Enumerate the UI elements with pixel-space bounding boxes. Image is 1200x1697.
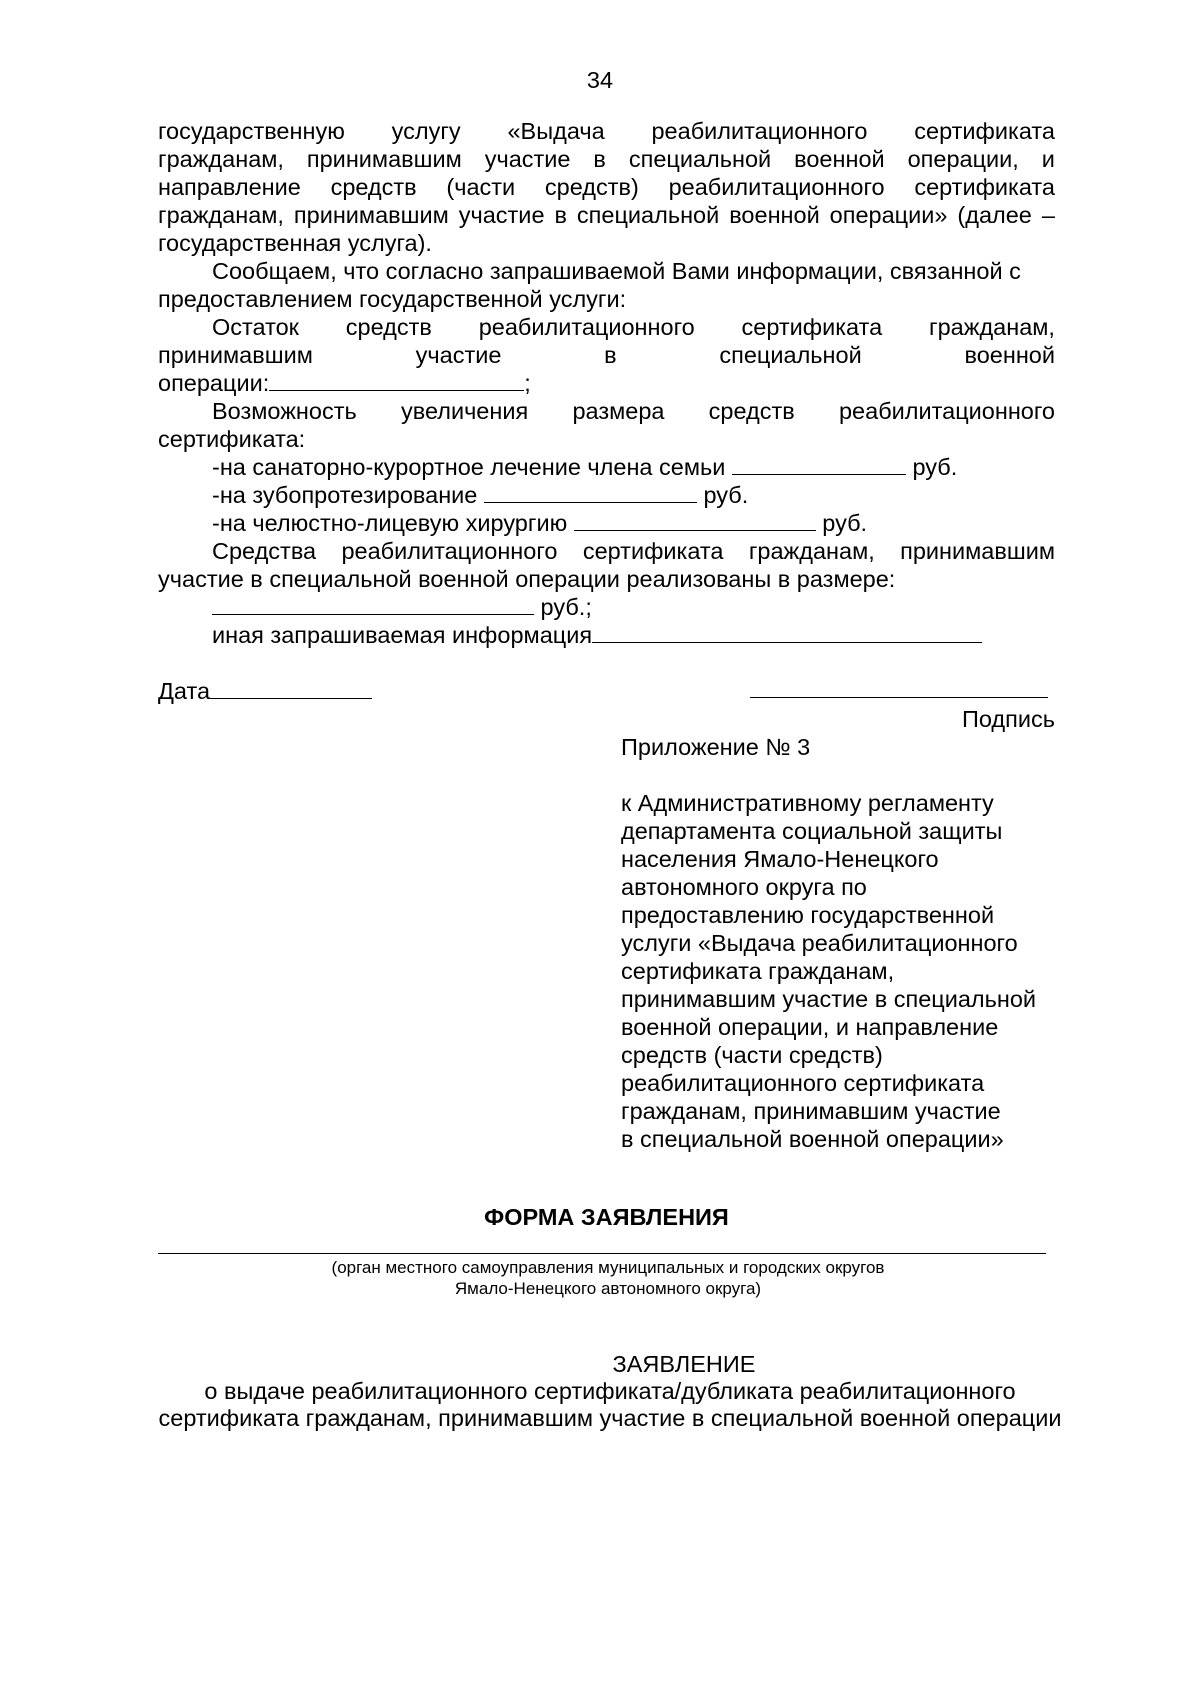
- word: направление: [158, 174, 301, 200]
- word: Остаток: [212, 314, 299, 340]
- remainder-blank: [269, 370, 524, 391]
- word: принимавшим: [900, 538, 1055, 564]
- word: (части: [446, 174, 516, 200]
- other-info-field: [212, 621, 982, 649]
- other-info-blank: [592, 622, 982, 643]
- realized-sum-field: [212, 593, 592, 621]
- word: специальной: [576, 202, 720, 228]
- word: средств: [330, 174, 417, 200]
- word: размера: [572, 398, 665, 424]
- word: Возможность: [212, 398, 357, 424]
- word: «Выдача: [507, 118, 605, 144]
- word: в: [554, 202, 567, 228]
- paragraph-line: сертификата:: [158, 426, 306, 452]
- maxillofacial-blank: [574, 510, 816, 531]
- word: военной: [729, 202, 820, 228]
- sanatorium-field: [212, 453, 957, 481]
- date-field: [158, 677, 372, 705]
- date-label: Дата: [158, 678, 211, 704]
- word: военной: [794, 146, 885, 172]
- statement-subtitle-line: сертификата гражданам, принимавшим участие в специальной военной операции: [158, 1405, 1062, 1431]
- remainder-end: ;: [524, 370, 531, 396]
- signature-label: Подпись: [961, 706, 1055, 732]
- appendix-line: принимавшим участие в специальной: [621, 986, 1037, 1012]
- appendix-line: реабилитационного сертификата: [621, 1070, 985, 1096]
- word: операции,: [907, 146, 1019, 172]
- word: гражданам,: [158, 202, 284, 228]
- word: реабилитационного: [838, 398, 1055, 424]
- appendix-line: автономного округа по: [621, 874, 867, 900]
- word: средств: [345, 314, 432, 340]
- word: принимавшим: [158, 342, 313, 368]
- organ-caption-line: Ямало-Ненецкого автономного округа): [454, 1279, 762, 1298]
- appendix-line: сертификата гражданам,: [621, 958, 895, 984]
- organ-name-line: [158, 1253, 1046, 1254]
- paragraph-line: [212, 537, 1055, 565]
- dental-label: -на зубопротезирование: [212, 482, 478, 508]
- page-number: 34: [586, 67, 614, 93]
- word: специальной: [628, 146, 772, 172]
- paragraph-line: [212, 313, 1055, 341]
- remainder-field: [158, 369, 531, 397]
- appendix-line: гражданам, принимавшим участие: [621, 1098, 1001, 1124]
- paragraph-line: [158, 201, 1055, 229]
- appendix-title: Приложение № 3: [621, 734, 811, 760]
- word: в: [593, 146, 606, 172]
- rub-label: руб.: [822, 510, 868, 536]
- dental-blank: [484, 482, 697, 503]
- word: услугу: [391, 118, 461, 144]
- organ-caption-line: (орган местного самоуправления муниципальных и городских округов: [331, 1258, 885, 1277]
- maxillofacial-field: [212, 509, 867, 537]
- rub-label: руб.: [912, 454, 958, 480]
- word: принимавшим: [306, 146, 462, 172]
- word: участие: [458, 202, 545, 228]
- statement-title: ЗАЯВЛЕНИЕ: [612, 1351, 756, 1377]
- word: гражданам,: [929, 314, 1055, 340]
- word: государственную: [158, 118, 345, 144]
- appendix-line: военной операции, и направление: [621, 1014, 999, 1040]
- word: –: [1041, 202, 1055, 228]
- realized-sum-blank: [212, 594, 534, 615]
- sanatorium-label: -на санаторно-курортное лечение члена семьи: [212, 454, 726, 480]
- paragraph-line: [158, 341, 1055, 369]
- paragraph-line: [158, 145, 1055, 173]
- word: Средства: [212, 538, 317, 564]
- appendix-line: населения Ямало-Ненецкого: [621, 846, 939, 872]
- date-blank: [210, 678, 372, 699]
- word: (далее: [957, 202, 1032, 228]
- word: и: [1041, 146, 1055, 172]
- form-heading: ФОРМА ЗАЯВЛЕНИЯ: [484, 1204, 729, 1230]
- word: гражданам,: [748, 538, 875, 564]
- appendix-line: предоставлению государственной: [621, 902, 995, 928]
- other-info-label: иная запрашиваемая информация: [212, 622, 593, 648]
- appendix-line: к Административному регламенту: [621, 790, 994, 816]
- paragraph-line: [158, 117, 1055, 145]
- signature-line: [750, 697, 1048, 698]
- paragraph-line: [212, 397, 1055, 425]
- realized-sum-end: руб.;: [540, 594, 592, 620]
- word: сертификата: [582, 538, 724, 564]
- word: участие: [415, 342, 502, 368]
- statement-subtitle-line: о выдаче реабилитационного сертификата/дубликата реабилитационного: [204, 1378, 1016, 1404]
- word: сертификата: [914, 174, 1055, 200]
- word: реабилитационного: [341, 538, 558, 564]
- paragraph-line: Сообщаем, что согласно запрашиваемой Вами информации, связанной с: [212, 258, 1021, 284]
- remainder-label: операции:: [158, 370, 270, 396]
- word: военной: [964, 342, 1055, 368]
- word: специальной: [719, 342, 862, 368]
- word: сертификата: [741, 314, 883, 340]
- word: операции»: [829, 202, 948, 228]
- word: реабилитационного: [478, 314, 695, 340]
- maxillofacial-label: -на челюстно-лицевую хирургию: [212, 510, 568, 536]
- appendix-line: услуги «Выдача реабилитационного: [621, 930, 1018, 956]
- dental-field: [212, 481, 748, 509]
- sanatorium-blank: [732, 454, 906, 475]
- paragraph-line: [158, 173, 1055, 201]
- word: сертификата: [914, 118, 1055, 144]
- rub-label: руб.: [703, 482, 749, 508]
- word: средств): [544, 174, 639, 200]
- word: реабилитационного: [651, 118, 868, 144]
- paragraph-line: участие в специальной военной операции реализованы в размере:: [158, 566, 896, 592]
- paragraph-line: государственная услуга).: [158, 230, 432, 256]
- word: в: [604, 342, 617, 368]
- word: гражданам,: [158, 146, 284, 172]
- word: принимавшим: [293, 202, 449, 228]
- word: реабилитационного: [668, 174, 885, 200]
- appendix-line: средств (части средств): [621, 1042, 883, 1068]
- word: средств: [708, 398, 795, 424]
- paragraph-line: предоставлением государственной услуги:: [158, 286, 627, 312]
- word: участие: [484, 146, 571, 172]
- appendix-line: в специальной военной операции»: [621, 1126, 1004, 1152]
- word: увеличения: [400, 398, 529, 424]
- appendix-line: департамента социальной защиты: [621, 818, 1003, 844]
